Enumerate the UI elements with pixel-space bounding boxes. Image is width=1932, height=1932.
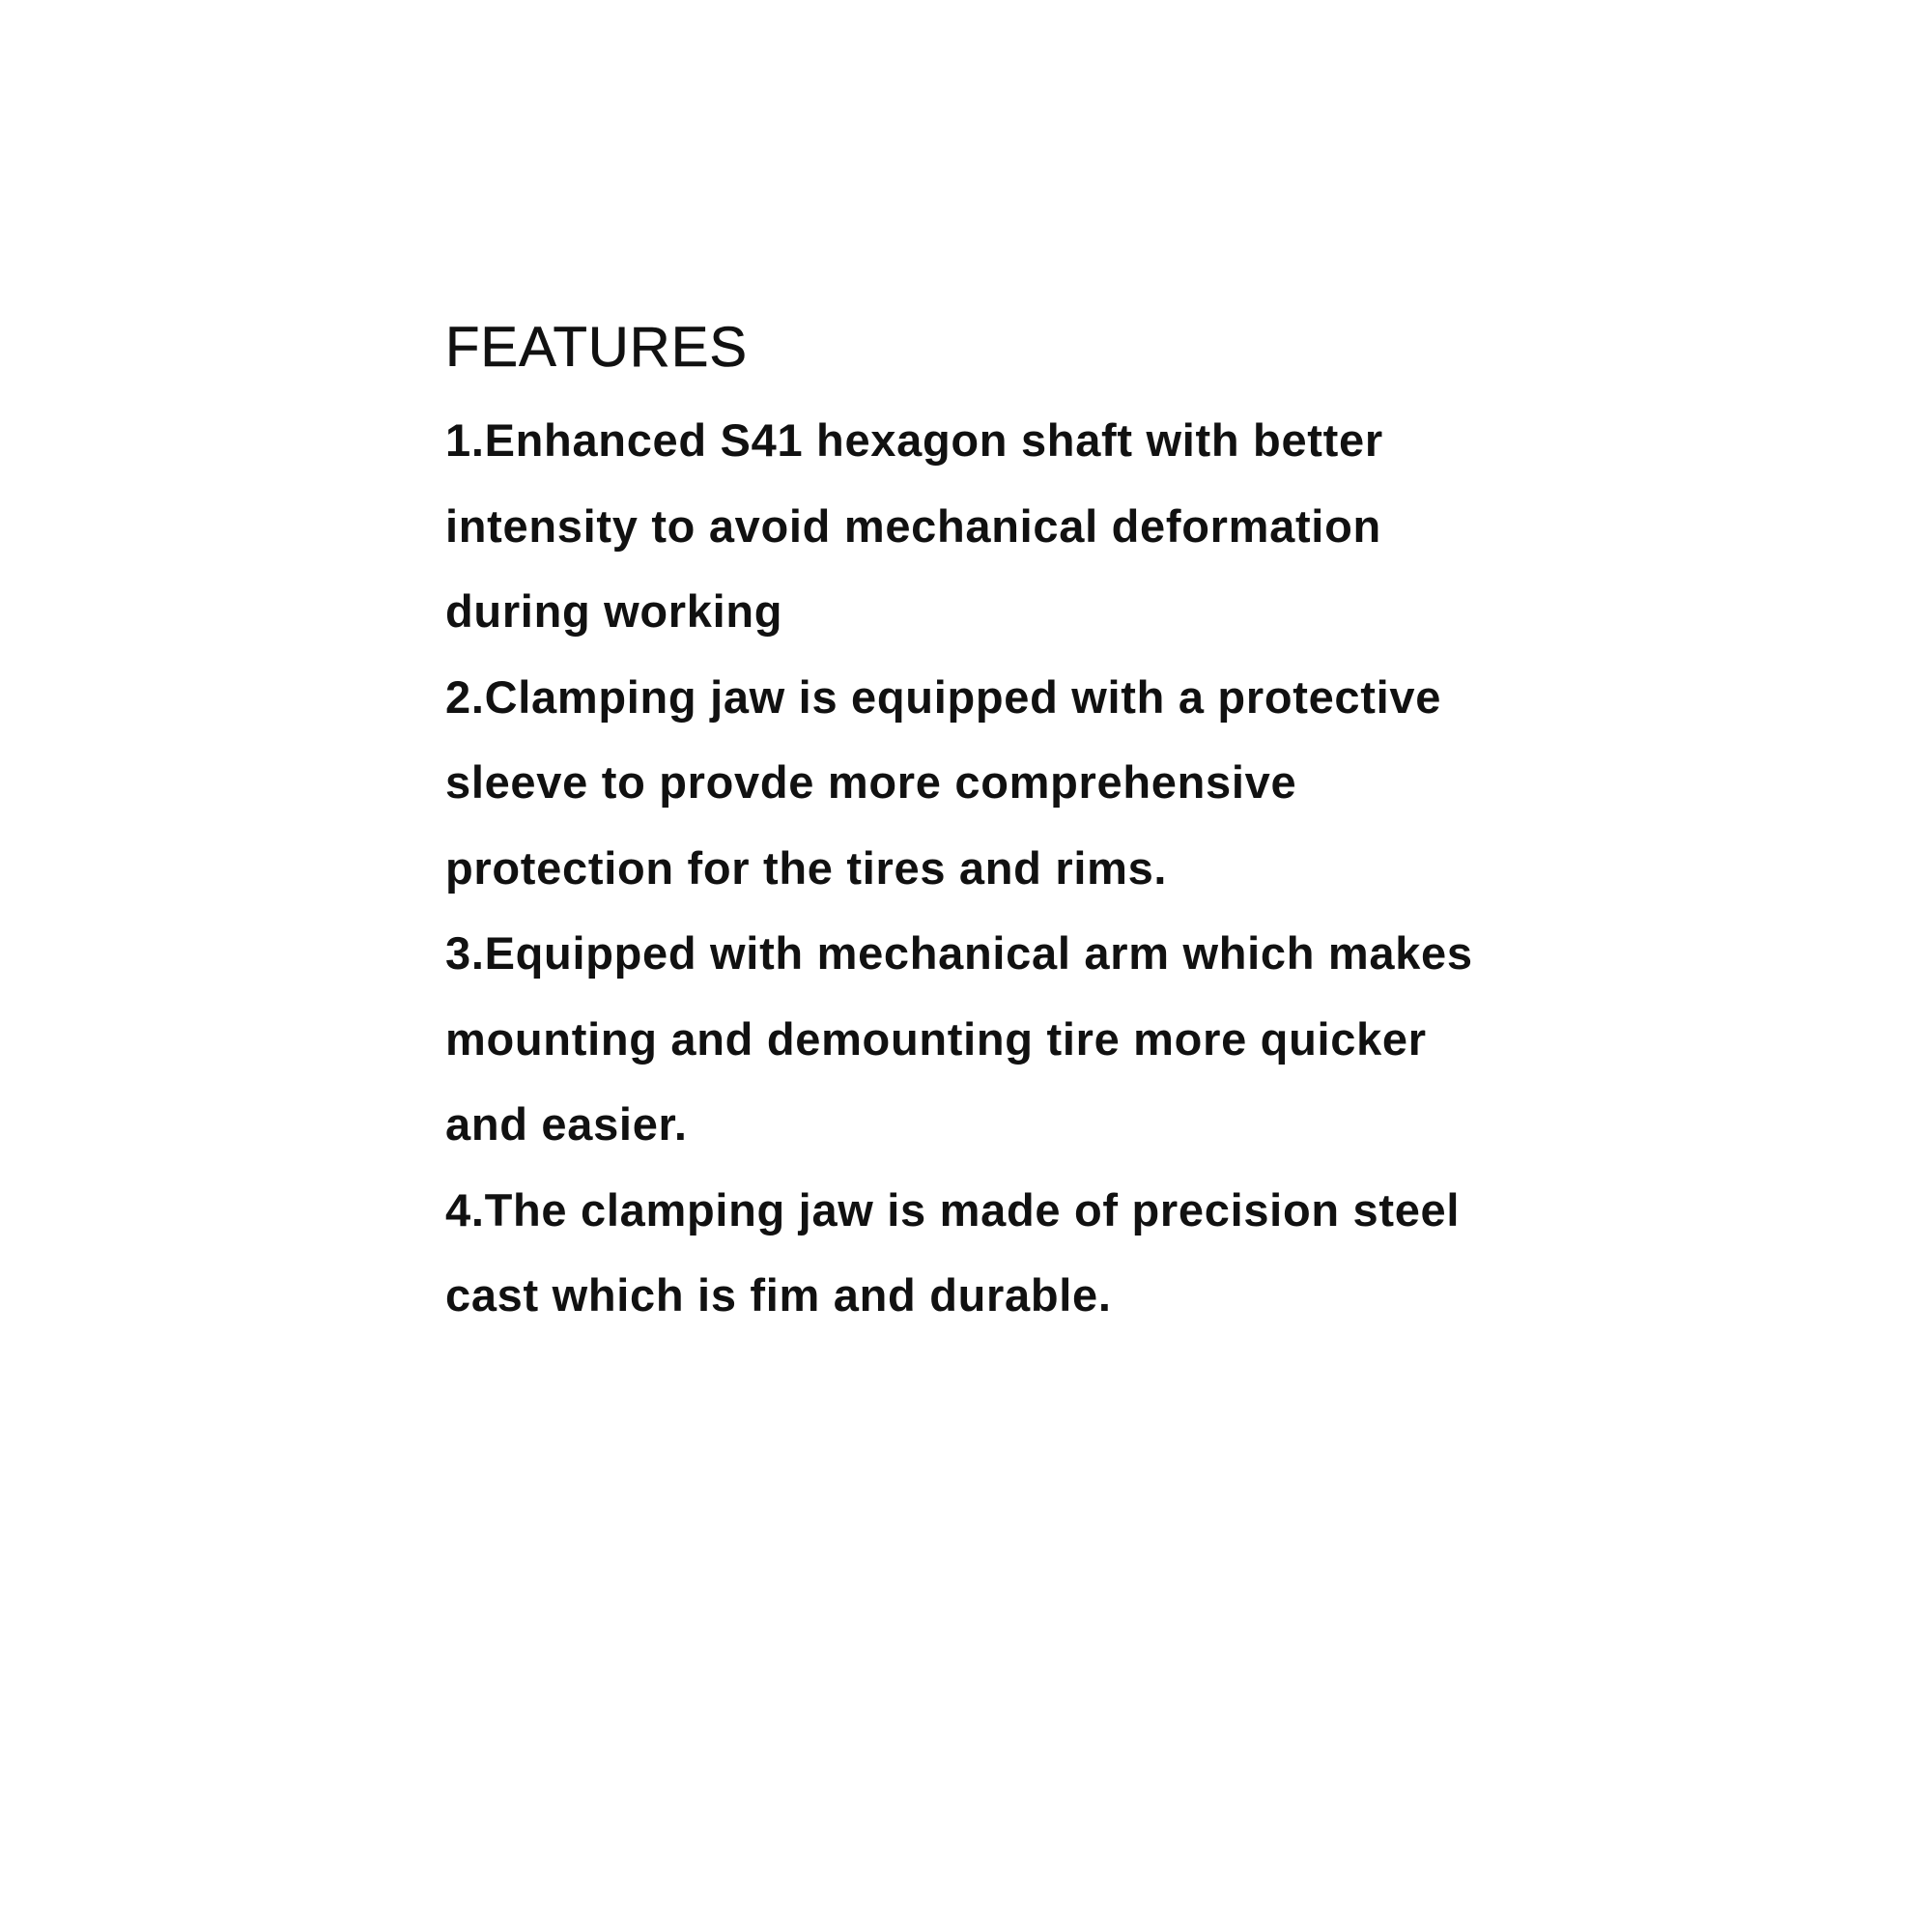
feature-line: 4.The clamping jaw is made of precision steel (445, 1183, 1461, 1236)
feature-line: sleeve to provde more comprehensive (445, 756, 1297, 808)
feature-line: during working (445, 585, 783, 637)
feature-line: 3.Equipped with mechanical arm which makes (445, 927, 1473, 979)
feature-line: and easier. (445, 1098, 688, 1150)
feature-line: 1.Enhanced S41 hexagon shaft with better (445, 414, 1383, 466)
features-section (445, 315, 1605, 1339)
feature-line: cast which is fim and durable. (445, 1269, 1112, 1321)
feature-line: mounting and demounting tire more quicker (445, 1012, 1427, 1065)
feature-line: 2.Clamping jaw is equipped with a protective (445, 670, 1442, 723)
feature-line: protection for the tires and rims. (445, 841, 1168, 894)
features-heading: FEATURES (445, 316, 749, 379)
feature-line: intensity to avoid mechanical deformation (445, 499, 1381, 552)
